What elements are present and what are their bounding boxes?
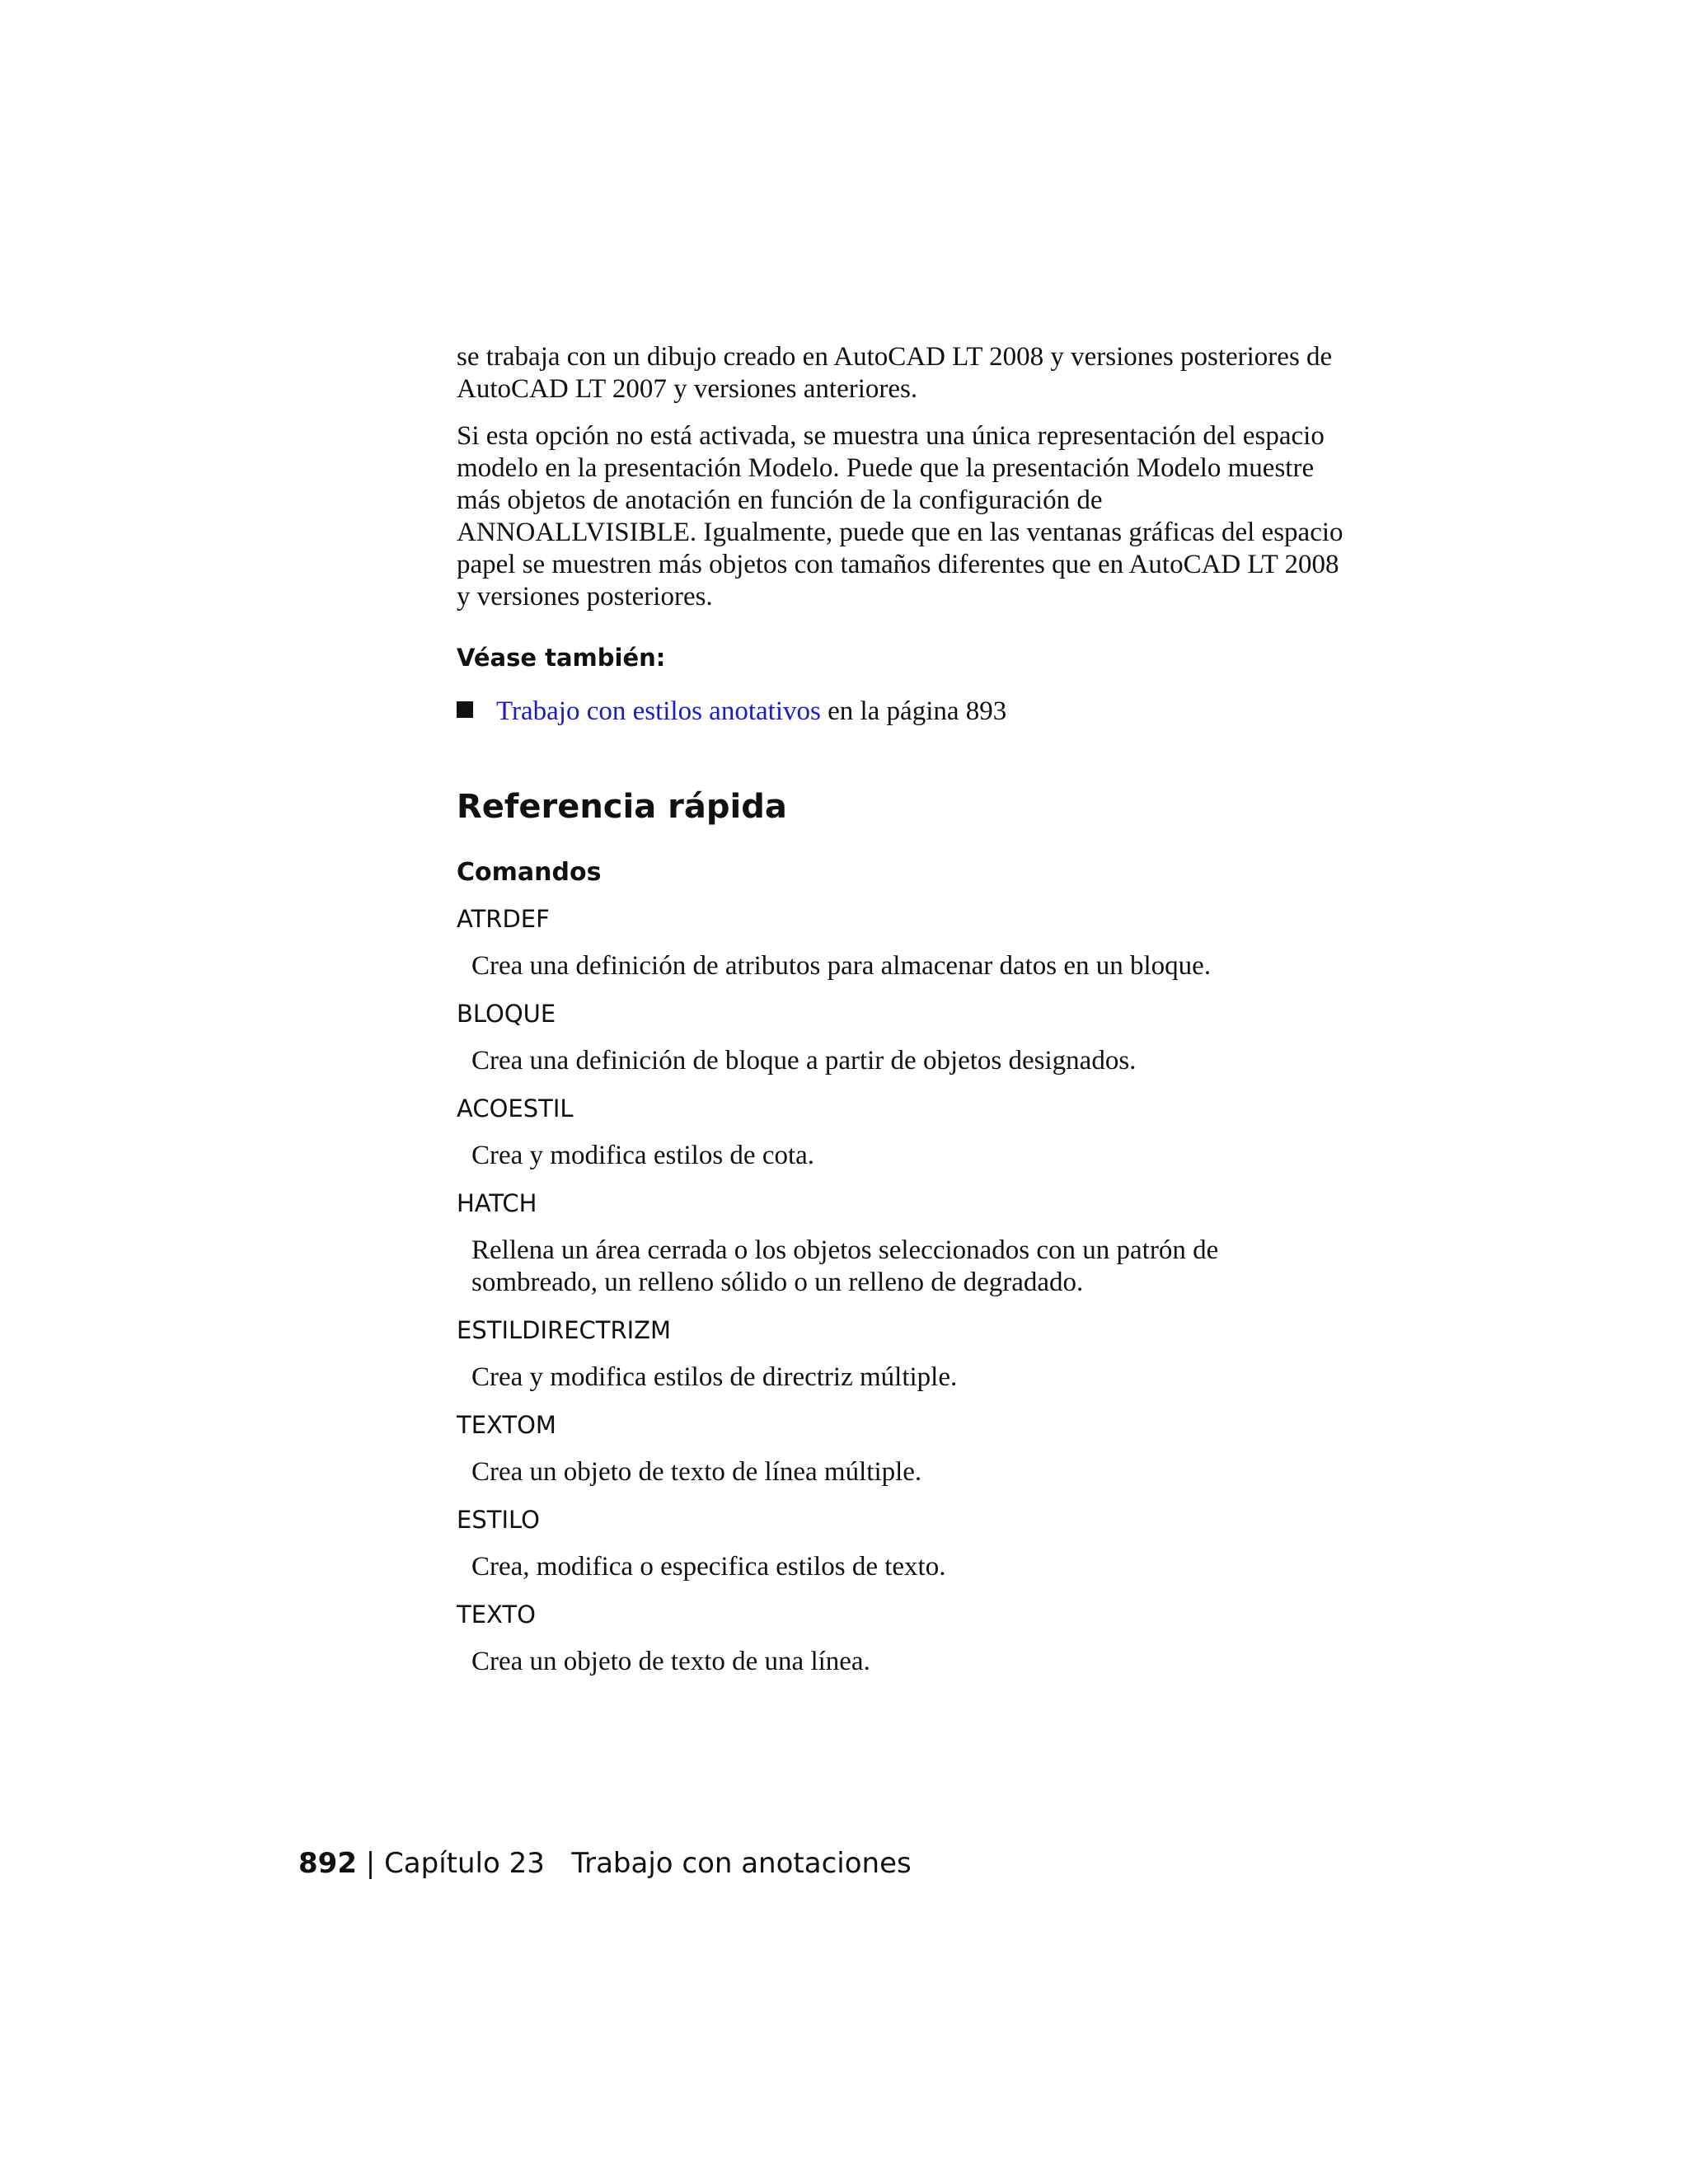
command-name: TEXTO (457, 1601, 536, 1629)
commands-heading: Comandos (457, 858, 602, 887)
command-name: BLOQUE (457, 1000, 556, 1028)
commands-list (457, 904, 1347, 1678)
command-name: ESTILO (457, 1506, 540, 1534)
page-footer (298, 1846, 912, 1881)
command-description: Crea y modifica estilos de directriz múltiple. (471, 1362, 958, 1392)
command-description: Crea un objeto de texto de una línea. (471, 1647, 870, 1676)
command-name: TEXTOM (457, 1411, 556, 1439)
chapter-label: Capítulo 23 (384, 1847, 545, 1880)
command-name: ACOESTIL (457, 1094, 574, 1122)
section-title: Referencia rápida (457, 788, 787, 826)
command-description: Rellena un área cerrada o los objetos seleccionados con un patrón de sombreado, un relleno sólido o un relleno de degradado. (471, 1235, 1219, 1297)
command-description: Crea una definición de atributos para almacenar datos en un bloque. (471, 951, 1212, 981)
command-description: Crea, modifica o especifica estilos de texto. (471, 1552, 946, 1582)
chapter-title: Trabajo con anotaciones (571, 1847, 912, 1880)
command-description: Crea un objeto de texto de línea múltiple. (471, 1457, 922, 1487)
intro-paragraph-2: Si esta opción no está activada, se muestra una única representación del espacio modelo en la presentación Modelo. Puede que la presentación Modelo muestre más objetos de anotación en función de la configuración de ANNOALLVISIBLE. Igualmente, puede que en las ventanas gráficas del espacio papel se muestren más objetos con tamaños diferentes que en AutoCAD LT 2008 y versiones posteriores. (457, 421, 1343, 612)
square-bullet-icon (457, 701, 473, 718)
see-also-list-item (457, 696, 1347, 728)
command-description: Crea y modifica estilos de cota. (471, 1141, 815, 1170)
command-name: ATRDEF (457, 905, 550, 933)
page-number: 892 (298, 1847, 357, 1880)
see-also-heading: Véase también: (457, 644, 666, 672)
command-name: HATCH (457, 1189, 537, 1217)
footer-separator: | (356, 1847, 385, 1880)
see-also-link[interactable]: Trabajo con estilos anotativos (496, 696, 821, 726)
page-content (457, 341, 1347, 1694)
see-also-link-suffix: en la página 893 (820, 696, 1007, 726)
command-name: ESTILDIRECTRIZM (457, 1316, 672, 1344)
command-description: Crea una definición de bloque a partir de objetos designados. (471, 1046, 1137, 1076)
intro-paragraph-1: se trabaja con un dibujo creado en AutoCAD LT 2008 y versiones posteriores de AutoCAD LT 2007 y versiones anteriores. (457, 342, 1333, 404)
